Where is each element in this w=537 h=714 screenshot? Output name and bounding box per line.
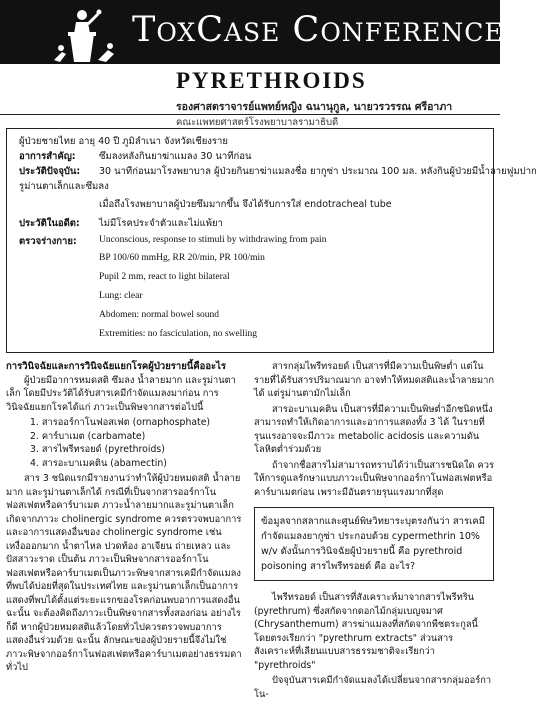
exam-line: Pupil 2 mm, react to light bilateral [99,272,230,282]
paragraph: สารกลุ่มไพรีทรอยด์ เป็นสารที่มีความเป็นพิษต่ำ แต่ในรายที่ได้รับสารปริมาณมาก อาจทำให้หมดสติและน้ำลายมากได้ แต่รูม่านตามักไม่เล็ก [254,361,494,399]
exam-line: Lung: clear [99,291,143,301]
case-summary-box [6,128,537,353]
list-item: 4. สารอะบาเมคติน (abamectin) [30,457,167,469]
chief-complaint-value: ซึมลงหลังกินยาฆ่าแมลง 30 นาทีก่อน [99,151,252,162]
affiliation: คณะแพทยศาสตร์โรงพยาบาลรามาธิบดี [176,117,339,128]
list-item: 1. สารออร์กาโนฟอสเฟต (ornaphosphate) [30,417,211,428]
diagnosis-box: ข้อมูลจากสลากและศูนย์พิษวิทยาระบุตรงกันว่า สารเคมีกำจัดแมลงยากูซ่า ประกอบด้วย cypermethrin 10% w/v ดังนั้นการวินิจฉัยผู้ป่วยรายนี้ คือ pyrethroid poisoning สารไพรีทรอยด์ คือ อะไร? [254,507,494,581]
past-history-value: ไม่มีโรคประจำตัวและไม่แพ้ยา [99,218,223,229]
exam-line: Extremities: no fasciculation, no swelling [99,329,258,339]
present-illness-label: ประวัติปัจจุบัน: [19,166,81,177]
right-column [254,360,494,703]
present-illness-value-2: รูม่านตาเล็กและซึมลง [19,181,109,192]
differential-list [30,416,242,470]
patient-line: ผู้ป่วยชายไทย อายุ 40 ปี ภูมิลำเนา จังหวัดเชียงราย [19,136,228,147]
paragraph: ปัจจุบันสารเคมีกำจัดแมลงได้เปลี่ยนจากสารกลุ่มออร์กาโน- [254,675,492,700]
chief-complaint-label: อาการสำคัญ: [19,151,76,162]
exam-line: BP 100/60 mmHg, RR 20/min, PR 100/min [99,253,265,263]
authors: รองศาสตราจารย์แพทย์หญิง ฉนานุกูล, นายวรวรรณ ศรีอาภา [176,101,453,113]
past-history-label: ประวัติในอดีต: [19,218,80,229]
banner-title: ToxCase Conference [132,10,504,50]
physical-exam-label: ตรวจร่างกาย: [19,236,77,247]
paragraph: ผู้ป่วยมีอาการหมดสติ ซึมลง น้ำลายมาก และรูม่านตาเล็ก โดยมีประวัติได้รับสารเคมีกำจัดแมลงมาก่อน การวินิจฉัยแยกโรคได้แก่ ภาวะเป็นพิษจากสารต่อไปนี้ [6,374,236,413]
list-item: 2. คาร์บาเมต (carbamate) [30,430,146,442]
exam-line: Abdomen: normal bowel sound [99,310,220,320]
present-illness-value-3: เมื่อถึงโรงพยาบาลผู้ป่วยซึมมากขึ้น จึงได้รับการใส่ endotracheal tube [99,199,392,210]
left-column [6,360,242,677]
paragraph: สารอะบาเมคติน เป็นสารที่มีความเป็นพิษต่ำอีกชนิดหนึ่ง สามารถทำให้เกิดอาการและอาการแสดงทั้ง 3 ได้ ในรายที่รุนแรงอาจจะมีภาวะ metabolic acidosis และความดันโลหิตต่ำร่วมด้วย [254,403,493,455]
paragraph: ไพรีทรอยด์ เป็นสารที่สังเคราะห์มาจากสารไพรีทริน (pyrethrum) ซึ่งสกัดจากดอกไม้กลุ่มเบญจมาศ (Chrysanthemum) สารฆ่าแมลงที่สกัดจากพืชตระกูลนี้โดยตรงเรียกว่า "pyrethrum extracts" ส่วนสารสังเคราะห์ที่เลียนแบบสารธรรมชาติจะเรียกว่า "pyrethroids" [254,592,478,671]
paragraph: ถ้าจากชื่อสารไม่สามารถทราบได้ว่าเป็นสารชนิดใด ควรให้การดูแลรักษาแบบภาวะเป็นพิษจากออร์กาโนฟอสเฟตหรือคาร์บาเมตก่อน เพราะมีอันตรายรุนแรงมากที่สุด [254,459,494,498]
chief-complaint [19,150,76,163]
section-heading: การวินิจฉัยและการวินิจฉัยแยกโรคผู้ป่วยรายนี้คืออะไร [6,361,227,372]
article-topic: PYRETHROIDS [176,68,367,93]
paragraph: สาร 3 ชนิดแรกมีรายงานว่าทำให้ผู้ป่วยหมดสติ น้ำลายมาก และรูม่านตาเล็กได้ กรณีที่เป็นจากสารออร์กาโนฟอสเฟตหรือคาร์บาเมต ภาวะน้ำลายมากและรูม่านตาเล็กเกิดจากภาวะ cholinergic syndrome ควรตรวจพบอาการและอาการแสดงอื่นของ cholinergic syndrome เช่น เหงื่อออกมาก น้ำตาไหล ปวดท้อง อาเจียน ถ่ายเหลว และปัสสาวะราด เป็นต้น ภาวะเป็นพิษจากสารออร์กาโนฟอสเฟตหรือคาร์บาเมตเป็นภาวะพิษจากสารเคมีกำจัดแมลงที่พบได้บ่อยที่สุดในประเทศไทย และรูม่านตาเล็กเป็นอาการแสดงที่พบได้ตั้งแต่ระยะแรกของโรคก่อนพบอาการแสดงอื่น ฉะนั้น จะต้องคิดถึงภาวะเป็นพิษจากสารทั้งสองก่อน อย่างไรก็ดี หากผู้ป่วยหมดสติแล้วโดยทั่วไปควรตรวจพบอาการแสดงอื่นร่วมด้วย ฉะนั้น ลักษณะของผู้ป่วยรายนี้จึงไม่ใช่ภาวะพิษจากออร์กาโนฟอสเฟตหรือคาร์บาเมตอย่างธรรมดาทั่วไป [6,473,242,673]
header-banner [0,0,504,64]
present-illness-value-1: 30 นาทีก่อนมาโรงพยาบาล ผู้ป่วยกินยาฆ่าแมลงชื่อ ยากูซ่า ประมาณ 100 มล. หลังกินผู้ป่วยมีน้ำลายฟูมปาก [99,166,537,177]
exam-line: Unconscious, response to stimuli by withdrawing from pain [99,235,327,245]
speaker-podium-icon [52,2,118,64]
list-item: 3. สารไพรีทรอยด์ (pyrethroids) [30,444,165,455]
